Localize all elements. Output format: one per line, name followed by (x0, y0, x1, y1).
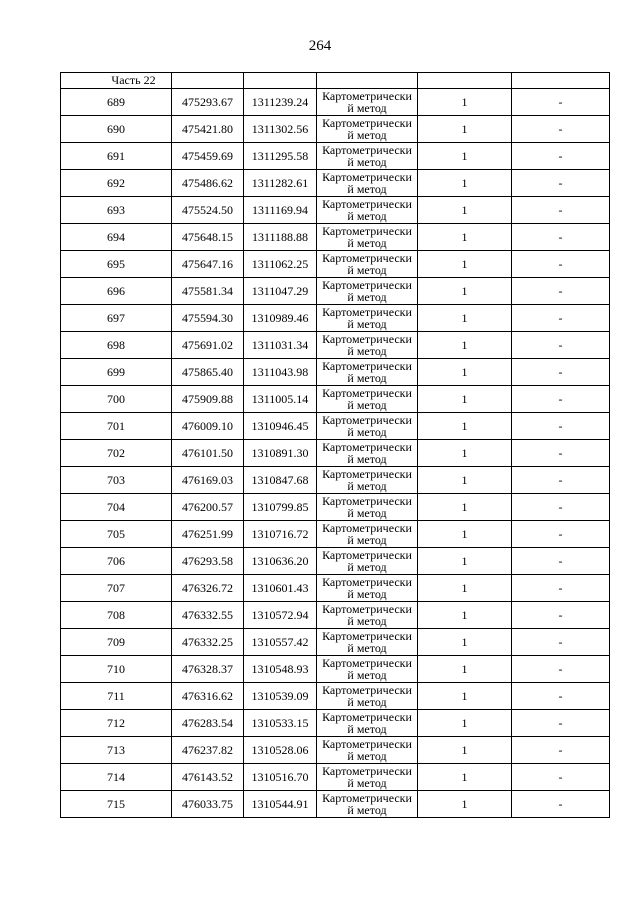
accuracy-value-cell: 1 (418, 602, 512, 629)
method-text (317, 576, 417, 601)
method-line-2: й метод (347, 586, 387, 601)
method-line-1: Картометрически (322, 521, 412, 535)
method-line-2: й метод (347, 127, 387, 142)
accuracy-value-cell: 1 (418, 170, 512, 197)
table-row (61, 791, 610, 818)
x-coordinate-cell: 476169.03 (172, 467, 244, 494)
method-text (317, 279, 417, 304)
x-coordinate-cell: 476251.99 (172, 521, 244, 548)
method-cell (317, 602, 418, 629)
point-number-cell: 710 (61, 656, 172, 683)
y-coordinate-cell: 1311295.58 (244, 143, 317, 170)
table-row (61, 710, 610, 737)
table-row (61, 386, 610, 413)
y-coordinate-cell: 1311043.98 (244, 359, 317, 386)
accuracy-value-cell: 1 (418, 413, 512, 440)
method-text (317, 306, 417, 331)
method-text (317, 144, 417, 169)
table-row (61, 467, 610, 494)
accuracy-value-cell: 1 (418, 467, 512, 494)
point-number-cell: 692 (61, 170, 172, 197)
empty-header-cell (512, 73, 610, 89)
y-coordinate-cell: 1310548.93 (244, 656, 317, 683)
table-row (61, 413, 610, 440)
method-text (317, 360, 417, 385)
table-body (61, 73, 610, 818)
method-cell (317, 629, 418, 656)
method-line-1: Картометрически (322, 683, 412, 697)
method-line-1: Картометрически (322, 764, 412, 778)
point-number-cell: 706 (61, 548, 172, 575)
method-text (317, 387, 417, 412)
method-cell (317, 467, 418, 494)
accuracy-value-cell: 1 (418, 656, 512, 683)
point-number-cell: 699 (61, 359, 172, 386)
method-cell (317, 737, 418, 764)
point-number-cell: 705 (61, 521, 172, 548)
accuracy-value-cell: 1 (418, 332, 512, 359)
method-text (317, 738, 417, 763)
method-line-1: Картометрически (322, 494, 412, 508)
table-row (61, 764, 610, 791)
accuracy-value-cell: 1 (418, 710, 512, 737)
table-row (61, 494, 610, 521)
point-number-cell: 708 (61, 602, 172, 629)
y-coordinate-cell: 1310636.20 (244, 548, 317, 575)
table-row (61, 521, 610, 548)
accuracy-value-cell: 1 (418, 359, 512, 386)
accuracy-value-cell: 1 (418, 143, 512, 170)
table-row (61, 629, 610, 656)
method-cell (317, 116, 418, 143)
table-row (61, 143, 610, 170)
table-row (61, 683, 610, 710)
method-line-2: й метод (347, 748, 387, 763)
description-cell: - (512, 467, 610, 494)
accuracy-value-cell: 1 (418, 737, 512, 764)
method-text (317, 711, 417, 736)
x-coordinate-cell: 475909.88 (172, 386, 244, 413)
method-text (317, 252, 417, 277)
point-number-cell: 704 (61, 494, 172, 521)
method-text (317, 630, 417, 655)
x-coordinate-cell: 475421.80 (172, 116, 244, 143)
method-cell (317, 791, 418, 818)
accuracy-value-cell: 1 (418, 629, 512, 656)
x-coordinate-cell: 475647.16 (172, 251, 244, 278)
method-text (317, 657, 417, 682)
method-text (317, 333, 417, 358)
x-coordinate-cell: 476237.82 (172, 737, 244, 764)
x-coordinate-cell: 476283.54 (172, 710, 244, 737)
method-cell (317, 413, 418, 440)
table-row (61, 359, 610, 386)
accuracy-value-cell: 1 (418, 251, 512, 278)
method-line-2: й метод (347, 559, 387, 574)
method-line-2: й метод (347, 100, 387, 115)
accuracy-value-cell: 1 (418, 197, 512, 224)
method-line-2: й метод (347, 667, 387, 682)
method-line-2: й метод (347, 775, 387, 790)
y-coordinate-cell: 1311302.56 (244, 116, 317, 143)
x-coordinate-cell: 476328.37 (172, 656, 244, 683)
table-row (61, 197, 610, 224)
method-line-1: Картометрически (322, 386, 412, 400)
x-coordinate-cell: 475293.67 (172, 89, 244, 116)
description-cell: - (512, 386, 610, 413)
point-number-cell: 702 (61, 440, 172, 467)
description-cell: - (512, 602, 610, 629)
method-cell (317, 224, 418, 251)
method-cell (317, 170, 418, 197)
table-row (61, 575, 610, 602)
method-line-2: й метод (347, 532, 387, 547)
accuracy-value-cell: 1 (418, 116, 512, 143)
accuracy-value-cell: 1 (418, 764, 512, 791)
x-coordinate-cell: 475648.15 (172, 224, 244, 251)
x-coordinate-cell: 476332.55 (172, 602, 244, 629)
accuracy-value-cell: 1 (418, 440, 512, 467)
y-coordinate-cell: 1310544.91 (244, 791, 317, 818)
method-cell (317, 197, 418, 224)
method-line-2: й метод (347, 640, 387, 655)
method-line-2: й метод (347, 478, 387, 493)
method-line-1: Картометрически (322, 548, 412, 562)
method-line-1: Картометрически (322, 737, 412, 751)
empty-header-cell (172, 73, 244, 89)
method-text (317, 495, 417, 520)
accuracy-value-cell: 1 (418, 224, 512, 251)
part-label: Часть 22 (61, 73, 172, 89)
method-line-1: Картометрически (322, 224, 412, 238)
method-line-1: Картометрически (322, 143, 412, 157)
method-line-1: Картометрически (322, 791, 412, 805)
point-number-cell: 709 (61, 629, 172, 656)
method-line-1: Картометрически (322, 413, 412, 427)
point-number-cell: 714 (61, 764, 172, 791)
method-text (317, 792, 417, 817)
y-coordinate-cell: 1310989.46 (244, 305, 317, 332)
method-line-1: Картометрически (322, 332, 412, 346)
point-number-cell: 711 (61, 683, 172, 710)
x-coordinate-cell: 475691.02 (172, 332, 244, 359)
x-coordinate-cell: 475865.40 (172, 359, 244, 386)
description-cell: - (512, 359, 610, 386)
method-line-2: й метод (347, 397, 387, 412)
y-coordinate-cell: 1311031.34 (244, 332, 317, 359)
method-cell (317, 683, 418, 710)
table-row (61, 224, 610, 251)
table-row (61, 305, 610, 332)
coordinates-table (60, 72, 610, 818)
x-coordinate-cell: 476200.57 (172, 494, 244, 521)
description-cell: - (512, 224, 610, 251)
description-cell: - (512, 548, 610, 575)
method-text (317, 225, 417, 250)
point-number-cell: 693 (61, 197, 172, 224)
method-line-2: й метод (347, 505, 387, 520)
method-cell (317, 764, 418, 791)
method-text (317, 441, 417, 466)
y-coordinate-cell: 1310799.85 (244, 494, 317, 521)
x-coordinate-cell: 476332.25 (172, 629, 244, 656)
method-line-2: й метод (347, 451, 387, 466)
description-cell: - (512, 332, 610, 359)
method-line-2: й метод (347, 208, 387, 223)
method-text (317, 171, 417, 196)
method-line-1: Картометрически (322, 197, 412, 211)
table-row (61, 116, 610, 143)
y-coordinate-cell: 1310557.42 (244, 629, 317, 656)
accuracy-value-cell: 1 (418, 386, 512, 413)
y-coordinate-cell: 1310891.30 (244, 440, 317, 467)
method-cell (317, 359, 418, 386)
accuracy-value-cell: 1 (418, 575, 512, 602)
method-text (317, 90, 417, 115)
method-cell (317, 251, 418, 278)
method-line-1: Картометрически (322, 305, 412, 319)
method-cell (317, 305, 418, 332)
point-number-cell: 712 (61, 710, 172, 737)
description-cell: - (512, 764, 610, 791)
method-line-1: Картометрически (322, 602, 412, 616)
accuracy-value-cell: 1 (418, 278, 512, 305)
method-text (317, 414, 417, 439)
y-coordinate-cell: 1311169.94 (244, 197, 317, 224)
table-row (61, 656, 610, 683)
description-cell: - (512, 791, 610, 818)
x-coordinate-cell: 476009.10 (172, 413, 244, 440)
x-coordinate-cell: 475594.30 (172, 305, 244, 332)
description-cell: - (512, 197, 610, 224)
table-row (61, 548, 610, 575)
method-line-2: й метод (347, 154, 387, 169)
method-text (317, 549, 417, 574)
description-cell: - (512, 737, 610, 764)
description-cell: - (512, 656, 610, 683)
table-row (61, 737, 610, 764)
description-cell: - (512, 683, 610, 710)
description-cell: - (512, 305, 610, 332)
x-coordinate-cell: 475459.69 (172, 143, 244, 170)
description-cell: - (512, 629, 610, 656)
page-number: 264 (308, 38, 332, 54)
method-cell (317, 278, 418, 305)
description-cell: - (512, 89, 610, 116)
x-coordinate-cell: 476326.72 (172, 575, 244, 602)
description-cell: - (512, 143, 610, 170)
y-coordinate-cell: 1311282.61 (244, 170, 317, 197)
point-number-cell: 700 (61, 386, 172, 413)
part-header-row (61, 73, 610, 89)
accuracy-value-cell: 1 (418, 494, 512, 521)
table-row (61, 251, 610, 278)
method-line-1: Картометрически (322, 89, 412, 103)
method-line-2: й метод (347, 289, 387, 304)
method-line-1: Картометрически (322, 440, 412, 454)
description-cell: - (512, 575, 610, 602)
table-row (61, 170, 610, 197)
y-coordinate-cell: 1310528.06 (244, 737, 317, 764)
method-line-2: й метод (347, 262, 387, 277)
accuracy-value-cell: 1 (418, 521, 512, 548)
method-cell (317, 710, 418, 737)
y-coordinate-cell: 1311047.29 (244, 278, 317, 305)
x-coordinate-cell: 475486.62 (172, 170, 244, 197)
description-cell: - (512, 440, 610, 467)
description-cell: - (512, 521, 610, 548)
description-cell: - (512, 494, 610, 521)
method-line-1: Картометрически (322, 278, 412, 292)
method-cell (317, 386, 418, 413)
y-coordinate-cell: 1311005.14 (244, 386, 317, 413)
method-cell (317, 440, 418, 467)
point-number-cell: 689 (61, 89, 172, 116)
method-text (317, 684, 417, 709)
method-line-2: й метод (347, 235, 387, 250)
accuracy-value-cell: 1 (418, 548, 512, 575)
method-line-2: й метод (347, 694, 387, 709)
method-line-1: Картометрически (322, 116, 412, 130)
point-number-cell: 690 (61, 116, 172, 143)
description-cell: - (512, 251, 610, 278)
table-row (61, 602, 610, 629)
y-coordinate-cell: 1310847.68 (244, 467, 317, 494)
method-line-1: Картометрически (322, 251, 412, 265)
x-coordinate-cell: 475581.34 (172, 278, 244, 305)
method-cell (317, 143, 418, 170)
accuracy-value-cell: 1 (418, 791, 512, 818)
empty-header-cell (317, 73, 418, 89)
point-number-cell: 698 (61, 332, 172, 359)
method-line-1: Картометрически (322, 629, 412, 643)
y-coordinate-cell: 1311062.25 (244, 251, 317, 278)
table-row (61, 89, 610, 116)
empty-header-cell (418, 73, 512, 89)
accuracy-value-cell: 1 (418, 305, 512, 332)
y-coordinate-cell: 1310716.72 (244, 521, 317, 548)
empty-header-cell (244, 73, 317, 89)
y-coordinate-cell: 1310572.94 (244, 602, 317, 629)
point-number-cell: 707 (61, 575, 172, 602)
point-number-cell: 695 (61, 251, 172, 278)
x-coordinate-cell: 476033.75 (172, 791, 244, 818)
method-line-1: Картометрически (322, 170, 412, 184)
method-text (317, 603, 417, 628)
method-line-1: Картометрически (322, 710, 412, 724)
method-line-1: Картометрически (322, 656, 412, 670)
method-line-2: й метод (347, 181, 387, 196)
point-number-cell: 703 (61, 467, 172, 494)
table-row (61, 278, 610, 305)
description-cell: - (512, 116, 610, 143)
method-cell (317, 89, 418, 116)
method-line-2: й метод (347, 802, 387, 817)
y-coordinate-cell: 1310946.45 (244, 413, 317, 440)
method-text (317, 198, 417, 223)
point-number-cell: 697 (61, 305, 172, 332)
accuracy-value-cell: 1 (418, 89, 512, 116)
method-cell (317, 521, 418, 548)
point-number-cell: 701 (61, 413, 172, 440)
y-coordinate-cell: 1310533.15 (244, 710, 317, 737)
method-line-1: Картометрически (322, 467, 412, 481)
method-line-2: й метод (347, 721, 387, 736)
method-text (317, 468, 417, 493)
method-line-2: й метод (347, 370, 387, 385)
method-line-2: й метод (347, 343, 387, 358)
method-line-2: й метод (347, 316, 387, 331)
method-text (317, 117, 417, 142)
x-coordinate-cell: 476316.62 (172, 683, 244, 710)
method-line-2: й метод (347, 424, 387, 439)
method-line-1: Картометрически (322, 359, 412, 373)
y-coordinate-cell: 1310539.09 (244, 683, 317, 710)
point-number-cell: 694 (61, 224, 172, 251)
method-cell (317, 575, 418, 602)
x-coordinate-cell: 475524.50 (172, 197, 244, 224)
table-row (61, 440, 610, 467)
method-text (317, 765, 417, 790)
point-number-cell: 713 (61, 737, 172, 764)
description-cell: - (512, 278, 610, 305)
method-cell (317, 656, 418, 683)
method-line-2: й метод (347, 613, 387, 628)
x-coordinate-cell: 476101.50 (172, 440, 244, 467)
y-coordinate-cell: 1310601.43 (244, 575, 317, 602)
point-number-cell: 691 (61, 143, 172, 170)
point-number-cell: 696 (61, 278, 172, 305)
method-cell (317, 548, 418, 575)
method-line-1: Картометрически (322, 575, 412, 589)
method-cell (317, 494, 418, 521)
method-cell (317, 332, 418, 359)
point-number-cell: 715 (61, 791, 172, 818)
accuracy-value-cell: 1 (418, 683, 512, 710)
y-coordinate-cell: 1311239.24 (244, 89, 317, 116)
x-coordinate-cell: 476293.58 (172, 548, 244, 575)
description-cell: - (512, 710, 610, 737)
table-row (61, 332, 610, 359)
description-cell: - (512, 413, 610, 440)
y-coordinate-cell: 1311188.88 (244, 224, 317, 251)
description-cell: - (512, 170, 610, 197)
x-coordinate-cell: 476143.52 (172, 764, 244, 791)
y-coordinate-cell: 1310516.70 (244, 764, 317, 791)
method-text (317, 522, 417, 547)
